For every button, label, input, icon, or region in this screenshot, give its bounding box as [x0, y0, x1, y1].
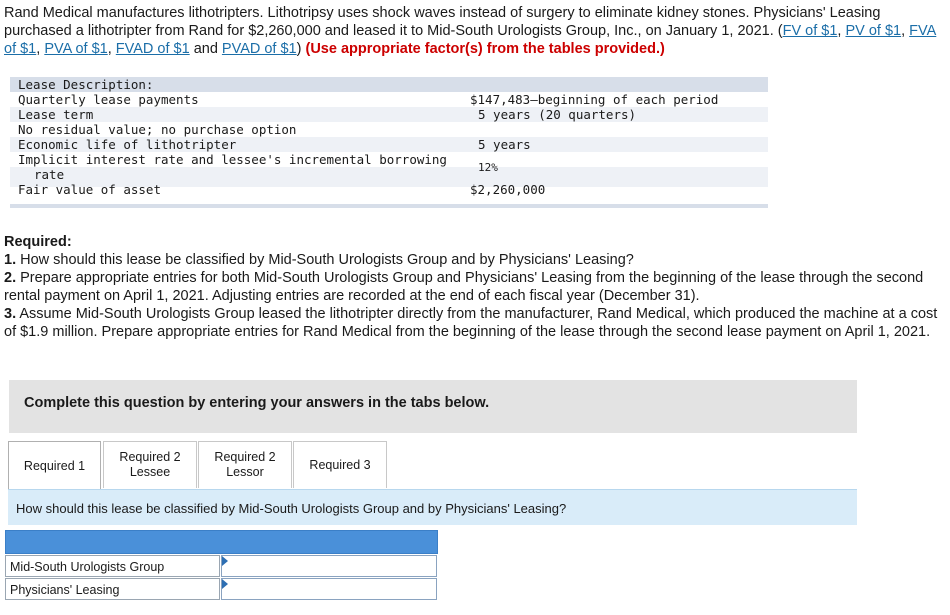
lease-label: Quarterly lease payments — [18, 92, 199, 107]
lease-label: Implicit interest rate and lessee's incremental borrowing — [18, 152, 447, 167]
table-footer-bar — [10, 204, 768, 208]
item-number: 1. — [4, 252, 17, 268]
answer-row — [5, 578, 438, 601]
separator: , — [36, 41, 45, 57]
answer-row-label: Physicians' Leasing — [5, 578, 220, 600]
lease-label: Lease term — [18, 107, 94, 122]
tab-label: Required 1 — [23, 458, 86, 473]
fv-link[interactable]: FV of $1 — [782, 23, 838, 39]
dropdown-indicator-icon — [222, 579, 228, 589]
question-prompt — [8, 489, 857, 525]
answer-row-label: Mid-South Urologists Group — [5, 555, 220, 577]
answer-table-header — [5, 530, 438, 554]
tab-required-3[interactable] — [293, 441, 387, 488]
tab-label: Required 2 — [119, 450, 181, 464]
separator: ) — [296, 41, 306, 57]
tab-required-2-lessee[interactable] — [103, 441, 197, 488]
lease-label: Economic life of lithotripter — [18, 137, 237, 152]
answer-row — [5, 555, 438, 578]
lease-value: $147,483–beginning of each period — [470, 92, 719, 107]
instruction-text: (Use appropriate factor(s) from the tables provided.) — [305, 41, 665, 57]
requirements — [4, 233, 939, 341]
item-number: 3. — [4, 306, 17, 322]
classification-dropdown[interactable] — [221, 578, 437, 600]
lease-value: 5 years — [478, 137, 531, 152]
pv-link[interactable]: PV of $1 — [845, 23, 902, 39]
lease-value: 5 years (20 quarters) — [478, 107, 637, 122]
lease-description-table — [10, 77, 768, 209]
requirement-item — [4, 251, 939, 269]
tab-required-2-lessor[interactable] — [198, 441, 292, 488]
requirement-item — [4, 269, 939, 305]
required-heading: Required: — [4, 234, 72, 250]
lease-value: 12% — [478, 161, 498, 174]
question-text: How should this lease be classified by Mid-South Urologists Group and by Physicians' Leasing? — [16, 501, 567, 516]
classification-dropdown[interactable] — [221, 555, 437, 577]
tab-required-1[interactable] — [8, 441, 101, 490]
intro-text: Rand Medical manufactures lithotripters. Lithotripsy uses shock waves instead of surgery to eliminate kidney stones. Physicians' Leasing purchased a lithotripter from Rand for $2,260,000 and leased it to Mid-South Urologists Group, Inc., on January 1, 2021. ( — [4, 5, 881, 39]
separator: , — [107, 41, 116, 57]
tab-label: Required 2 — [214, 450, 276, 464]
pva-link[interactable]: PVA of $1 — [44, 41, 108, 57]
requirement-item — [4, 305, 939, 341]
complete-banner-text: Complete this question by entering your answers in the tabs below. — [24, 395, 490, 411]
lease-label-cont: rate — [34, 167, 65, 182]
item-text: Assume Mid-South Urologists Group leased the lithotripter directly from the manufacturer, Rand Medical, which produced the machine at a cost of $1.9 million. Prepare appropriate entries for Rand Medical from the beginning of the lease through the second lease payment on April 1, 2021. — [4, 306, 938, 340]
separator: , — [837, 23, 846, 39]
tab-sublabel: Lessor — [226, 465, 264, 479]
item-number: 2. — [4, 270, 17, 286]
item-text: Prepare appropriate entries for both Mid-South Urologists Group and Physicians' Leasing from the beginning of the lease through the second rental payment on April 1, 2021. Adjusting entries are recorded at the end of each fiscal year (December 31). — [4, 270, 924, 304]
separator: and — [189, 41, 222, 57]
problem-statement — [4, 4, 944, 58]
lease-label: Fair value of asset — [18, 182, 161, 197]
row-band — [10, 107, 768, 122]
pvad-link[interactable]: PVAD of $1 — [221, 41, 297, 57]
fva-link[interactable]: FVA of $1 — [4, 23, 937, 57]
tab-label: Required 3 — [309, 457, 371, 472]
tab-sublabel: Lessee — [129, 465, 171, 479]
lease-value: $2,260,000 — [470, 182, 546, 197]
fvad-link[interactable]: FVAD of $1 — [115, 41, 190, 57]
lease-label: No residual value; no purchase option — [18, 122, 297, 137]
dropdown-indicator-icon — [222, 556, 228, 566]
lease-header: Lease Description: — [18, 77, 154, 92]
separator: , — [901, 23, 910, 39]
complete-banner — [9, 380, 857, 433]
item-text: How should this lease be classified by Mid-South Urologists Group and by Physicians' Leasing? — [16, 252, 634, 268]
answer-table — [5, 530, 438, 601]
